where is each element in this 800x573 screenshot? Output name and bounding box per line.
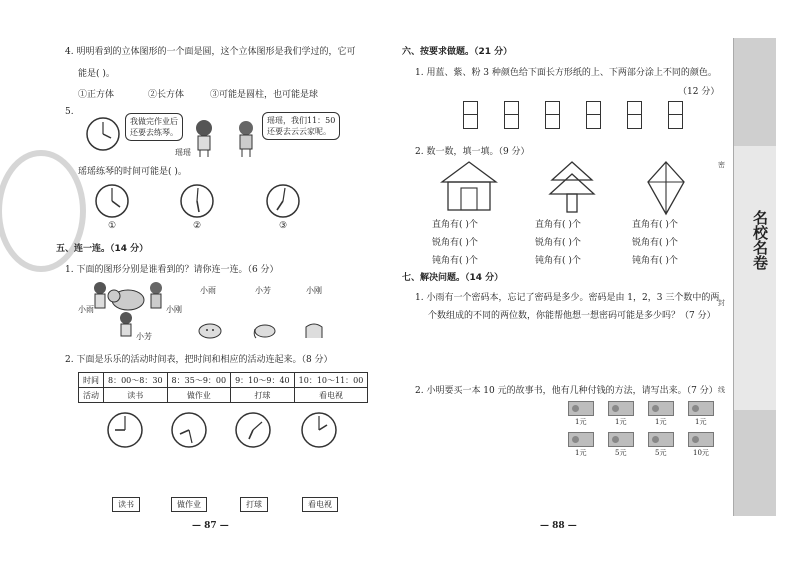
q4-text-2: 能是( )。 [78, 69, 115, 79]
fill-kite-obtuse: 钝角有( )个 [632, 256, 678, 266]
boy-figure-icon [232, 118, 260, 158]
q4-option-2: ②长方体 [148, 90, 185, 100]
binding-sidebar [733, 38, 776, 516]
view-name-2: 小芳 [255, 286, 271, 295]
paper-rectangle-2 [504, 101, 519, 129]
q4-option-1: ①正方体 [78, 90, 115, 100]
paper-rectangle-4 [586, 101, 601, 129]
view-name-1: 小雨 [200, 286, 216, 295]
schedule-time-cell: 8：00～8：30 [104, 373, 168, 388]
paper-rectangle-3 [545, 101, 560, 129]
fill-tree-right: 直角有( )个 [535, 220, 581, 230]
fill-tree-acute: 锐角有( )个 [535, 238, 581, 248]
elephant-front-view-icon [198, 323, 222, 339]
activity-clock-1-icon [106, 411, 144, 449]
clock-option-3-icon [265, 183, 301, 219]
money-label: 1元 [575, 449, 587, 457]
fig-name-xiaoyu: 小雨 [78, 305, 94, 314]
clock-option-2-icon [179, 183, 215, 219]
section6-q1: 1. 用蓝、紫、粉 3 种颜色给下面长方形纸的上、下两部分涂上不同的颜色。 [415, 68, 717, 78]
money-label: 1元 [695, 418, 707, 426]
brand-logo-text: 名校名卷 [751, 210, 769, 270]
kite-shape-icon [645, 160, 687, 216]
schedule-row-time [79, 373, 368, 388]
banknote-icon [568, 432, 594, 447]
schedule-time-cell: 10：10～11：00 [294, 373, 368, 388]
schedule-header-cell: 时间 [79, 373, 104, 388]
yaoyao-label: 瑶瑶 [175, 148, 191, 157]
section6-title: 六、按要求做题。（21 分） [402, 47, 513, 57]
banknote-icon [568, 401, 594, 416]
money-label: 1元 [615, 418, 627, 426]
schedule-header-cell: 活动 [79, 388, 104, 403]
activity-clock-4-icon [300, 411, 338, 449]
schedule-row-activity [79, 388, 368, 403]
fill-kite-right: 直角有( )个 [632, 220, 678, 230]
banknote-icon [688, 401, 714, 416]
activity-clock-2-icon [170, 411, 208, 449]
q5-clock-icon [85, 116, 121, 152]
fill-kite-acute: 锐角有( )个 [632, 238, 678, 248]
section7-q1-line2: 个数组成的不同的两位数，你能帮他想一想密码可能是多少吗？（7 分） [428, 311, 716, 321]
banknote-icon [648, 401, 674, 416]
fill-house-obtuse: 钝角有( )个 [432, 256, 478, 266]
schedule-table [78, 372, 368, 403]
banknote-icon [688, 432, 714, 447]
schedule-activity-cell: 打球 [231, 388, 295, 403]
clock-label-2: ② [193, 221, 202, 231]
page-number-left: — 87 — [192, 521, 229, 531]
fill-house-acute: 锐角有( )个 [432, 238, 478, 248]
paper-rectangle-1 [463, 101, 478, 129]
q5-question: 瑶瑶练琴的时间可能是( )。 [78, 167, 187, 177]
sidebar-bottom-band [734, 410, 776, 516]
bubble2-line1: 瑶瑶，我们11：50 [267, 116, 336, 125]
section6-q1-score: （12 分） [678, 87, 720, 97]
section5-q1: 1. 下面的图形分别是谁看到的？请你连一连。（6 分） [65, 265, 279, 275]
fill-house-right: 直角有( )个 [432, 220, 478, 230]
paper-rectangle-6 [668, 101, 683, 129]
money-label: 5元 [655, 449, 667, 457]
section5-title: 五、连一连。（14 分） [56, 244, 149, 254]
seal-char-2: 封 [718, 299, 725, 307]
activity-clock-3-icon [234, 411, 272, 449]
banknote-icon [608, 401, 634, 416]
fill-tree-obtuse: 钝角有( )个 [535, 256, 581, 266]
q4-text: 4. 明明看到的立体图形的一个面是圆，这个立体图形是我们学过的，它可 [65, 47, 356, 57]
house-shape-icon [440, 160, 498, 212]
clock-option-1-icon [94, 183, 130, 219]
money-label: 5元 [615, 449, 627, 457]
tree-shape-icon [548, 160, 596, 214]
banknote-icon [608, 432, 634, 447]
money-label: 1元 [655, 418, 667, 426]
money-label: 1元 [575, 418, 587, 426]
schedule-activity-cell: 看电视 [294, 388, 368, 403]
bubble2-line2: 还要去云云家呢。 [267, 127, 331, 136]
schedule-activity-cell: 读书 [104, 388, 168, 403]
view-name-3: 小刚 [306, 286, 322, 295]
activity-box-ball: 打球 [240, 497, 268, 512]
clock-label-1: ① [108, 221, 117, 231]
q5-number: 5. [65, 107, 74, 117]
section7-title: 七、解决问题。（14 分） [402, 273, 504, 283]
speech-bubble-2 [262, 112, 340, 140]
section7-q2: 2. 小明要买一本 10 元的故事书，他有几种付钱的方法，请写出来。（7 分） [415, 386, 718, 396]
clock-label-3: ③ [279, 221, 288, 231]
page-number-right: — 88 — [540, 521, 577, 531]
girl-figure-icon [188, 118, 220, 158]
schedule-time-cell: 9：10～9：40 [231, 373, 295, 388]
elephant-side-view-icon [252, 323, 276, 339]
seal-char-1: 密 [718, 161, 725, 169]
section7-q1: 1. 小雨有一个密码本，忘记了密码是多少。密码是由 1，2，3 三个数中的两 [415, 293, 720, 303]
fig-name-xiaogang: 小刚 [166, 305, 182, 314]
schedule-activity-cell: 做作业 [167, 388, 231, 403]
fig-name-xiaofang: 小芳 [136, 332, 152, 341]
q4-option-3: ③可能是圆柱，也可能是球 [210, 90, 319, 100]
section5-q2: 2. 下面是乐乐的活动时间表，把时间和相应的活动连起来。（8 分） [65, 355, 333, 365]
paper-rectangle-5 [627, 101, 642, 129]
sidebar-top-band [734, 38, 776, 146]
speech-bubble-1 [125, 113, 183, 141]
schedule-time-cell: 8：35～9：00 [167, 373, 231, 388]
kids-elephant-scene-icon [80, 278, 180, 338]
bubble1-line2: 还要去练琴。 [130, 128, 178, 137]
activity-box-reading: 读书 [112, 497, 140, 512]
money-label: 10元 [693, 449, 709, 457]
activity-box-tv: 看电视 [302, 497, 338, 512]
bubble1-line1: 我做完作业后 [130, 117, 178, 126]
elephant-back-view-icon [303, 323, 325, 339]
banknote-icon [648, 432, 674, 447]
seal-char-3: 线 [718, 386, 725, 394]
section6-q2: 2. 数一数，填一填。（9 分） [415, 147, 530, 157]
activity-box-homework: 做作业 [171, 497, 207, 512]
